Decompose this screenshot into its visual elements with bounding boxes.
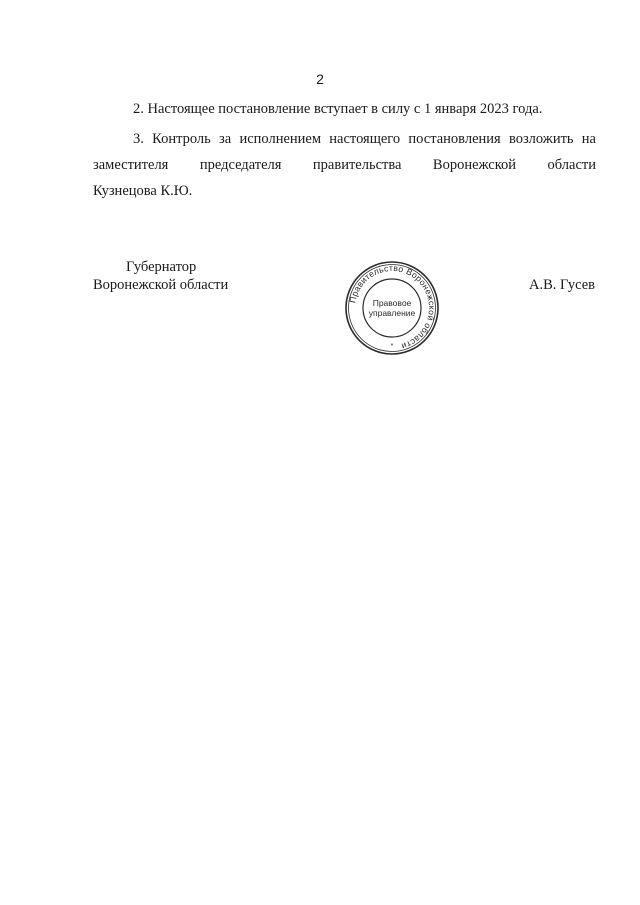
paragraph-item-3: [93, 126, 596, 204]
stamp-graphic: [344, 260, 440, 356]
signer-title-line-1: Губернатор: [126, 259, 197, 275]
paragraph-item-3-line-2: заместителя председателя правительства Воронежской области: [93, 157, 596, 173]
page-number: 2: [316, 71, 324, 87]
signer-name: А.В. Гусев: [529, 277, 595, 293]
paragraph-item-2: 2. Настоящее постановление вступает в силу с 1 января 2023 года.: [133, 101, 543, 117]
paragraph-item-3-line-3: Кузнецова К.Ю.: [93, 183, 193, 199]
stamp-star: *: [390, 343, 394, 350]
signer-title-line-2: Воронежской области: [93, 277, 229, 293]
stamp-inner-line-1: Правовое: [372, 298, 412, 308]
paragraph-item-3-line-1: 3. Контроль за исполнением настоящего постановления возложить на: [133, 131, 596, 147]
stamp-outer-text: Правительство Воронежской области: [347, 262, 438, 352]
official-stamp: [344, 260, 440, 356]
signer-title: [93, 258, 228, 294]
stamp-inner-line-2: управление: [368, 308, 416, 318]
